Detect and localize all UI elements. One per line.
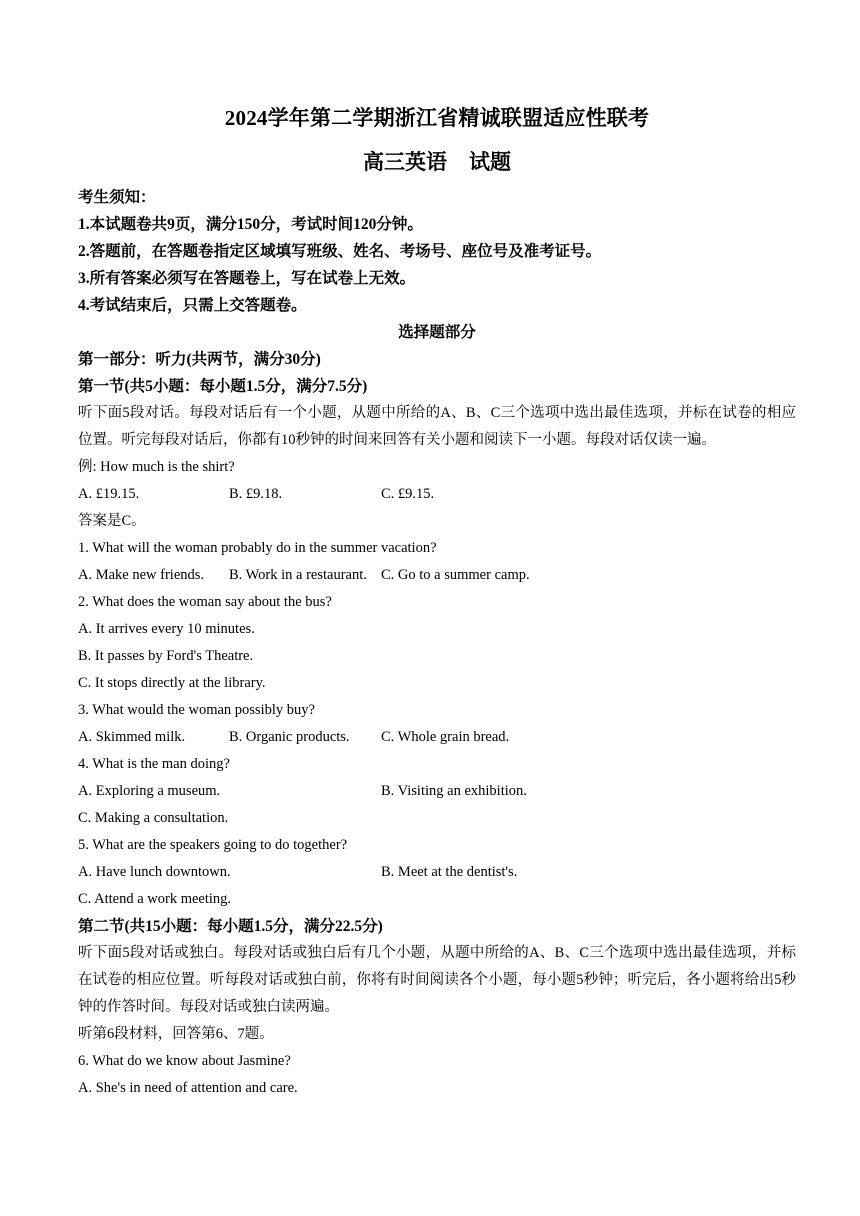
part1-heading: 第一部分：听力(共两节，满分30分) xyxy=(78,351,321,368)
notice-block xyxy=(78,184,796,319)
exam-title: 2024学年第二学期浙江省精诚联盟适应性联考 xyxy=(224,106,650,130)
example-answer: 答案是C。 xyxy=(78,513,146,529)
q5-option-a: A. Have lunch downtown. xyxy=(78,864,231,880)
q3-option-b: B. Organic products. xyxy=(229,729,350,745)
question-4: 4. What is the man doing? xyxy=(78,756,230,772)
subject-label: 高三英语 xyxy=(363,150,447,174)
q4-option-b: B. Visiting an exhibition. xyxy=(381,783,527,799)
question-5-options xyxy=(78,859,796,886)
example-option-c: C. £9.15. xyxy=(381,486,435,502)
q2-option-b: B. It passes by Ford's Theatre. xyxy=(78,648,254,664)
exam-subtitle xyxy=(78,148,796,176)
notice-item-4: 4.考试结束后，只需上交答题卷。 xyxy=(78,297,307,314)
section2-heading: 第二节(共15小题：每小题1.5分，满分22.5分) xyxy=(78,918,383,935)
example-options xyxy=(78,481,796,508)
q4-option-a: A. Exploring a museum. xyxy=(78,783,221,799)
section1-heading: 第一节(共5小题：每小题1.5分，满分7.5分) xyxy=(78,378,368,395)
q4-option-c: C. Making a consultation. xyxy=(78,810,229,826)
question-2: 2. What does the woman say about the bus? xyxy=(78,594,332,610)
question-5: 5. What are the speakers going to do together? xyxy=(78,837,348,853)
example-option-a: A. £19.15. xyxy=(78,486,140,502)
q3-option-a: A. Skimmed milk. xyxy=(78,729,186,745)
section2-instructions: 听下面5段对话或独白。每段对话或独白后有几个小题，从题中所给的A、B、C三个选项中选出最佳选项，并标在试卷的相应位置。听每段对话或独白前，你将有时间阅读各个小题，每小题5秒钟；听完后，各小题将给出5秒钟的作答时间。每段对话或独白读两遍。 xyxy=(78,945,796,1015)
section-label: 选择题部分 xyxy=(398,324,476,341)
q1-option-c: C. Go to a summer camp. xyxy=(381,567,530,583)
notice-heading: 考生须知： xyxy=(78,189,156,206)
question-3: 3. What would the woman possibly buy? xyxy=(78,702,315,718)
notice-item-1: 1.本试题卷共9页，满分150分，考试时间120分钟。 xyxy=(78,216,423,233)
example-question: 例: How much is the shirt? xyxy=(78,459,235,475)
q3-option-c: C. Whole grain bread. xyxy=(381,729,510,745)
question-6: 6. What do we know about Jasmine? xyxy=(78,1053,291,1069)
question-4-options xyxy=(78,778,796,805)
q6-option-a: A. She's in need of attention and care. xyxy=(78,1080,298,1096)
section1-instructions: 听下面5段对话。每段对话后有一个小题，从题中所给的A、B、C三个选项中选出最佳选项，并标在试卷的相应位置。听完每段对话后，你都有10秒钟的时间来回答有关小题和阅读下一小题。每段对话仅读一遍。 xyxy=(78,405,796,448)
question-3-options xyxy=(78,724,796,751)
q1-option-a: A. Make new friends. xyxy=(78,567,205,583)
question-1: 1. What will the woman probably do in the summer vacation? xyxy=(78,540,437,556)
notice-item-3: 3.所有答案必须写在答题卷上，写在试卷上无效。 xyxy=(78,270,416,287)
q5-option-b: B. Meet at the dentist's. xyxy=(381,864,518,880)
material-6-note: 听第6段材料，回答第6、7题。 xyxy=(78,1026,274,1042)
q5-option-c: C. Attend a work meeting. xyxy=(78,891,232,907)
notice-item-2: 2.答题前，在答题卷指定区域填写班级、姓名、考场号、座位号及准考证号。 xyxy=(78,243,602,260)
paper-type-label: 试题 xyxy=(469,150,511,174)
question-1-options xyxy=(78,562,796,589)
q2-option-a: A. It arrives every 10 minutes. xyxy=(78,621,255,637)
q1-option-b: B. Work in a restaurant. xyxy=(229,567,367,583)
example-option-b: B. £9.18. xyxy=(229,486,283,502)
q2-option-c: C. It stops directly at the library. xyxy=(78,675,266,691)
